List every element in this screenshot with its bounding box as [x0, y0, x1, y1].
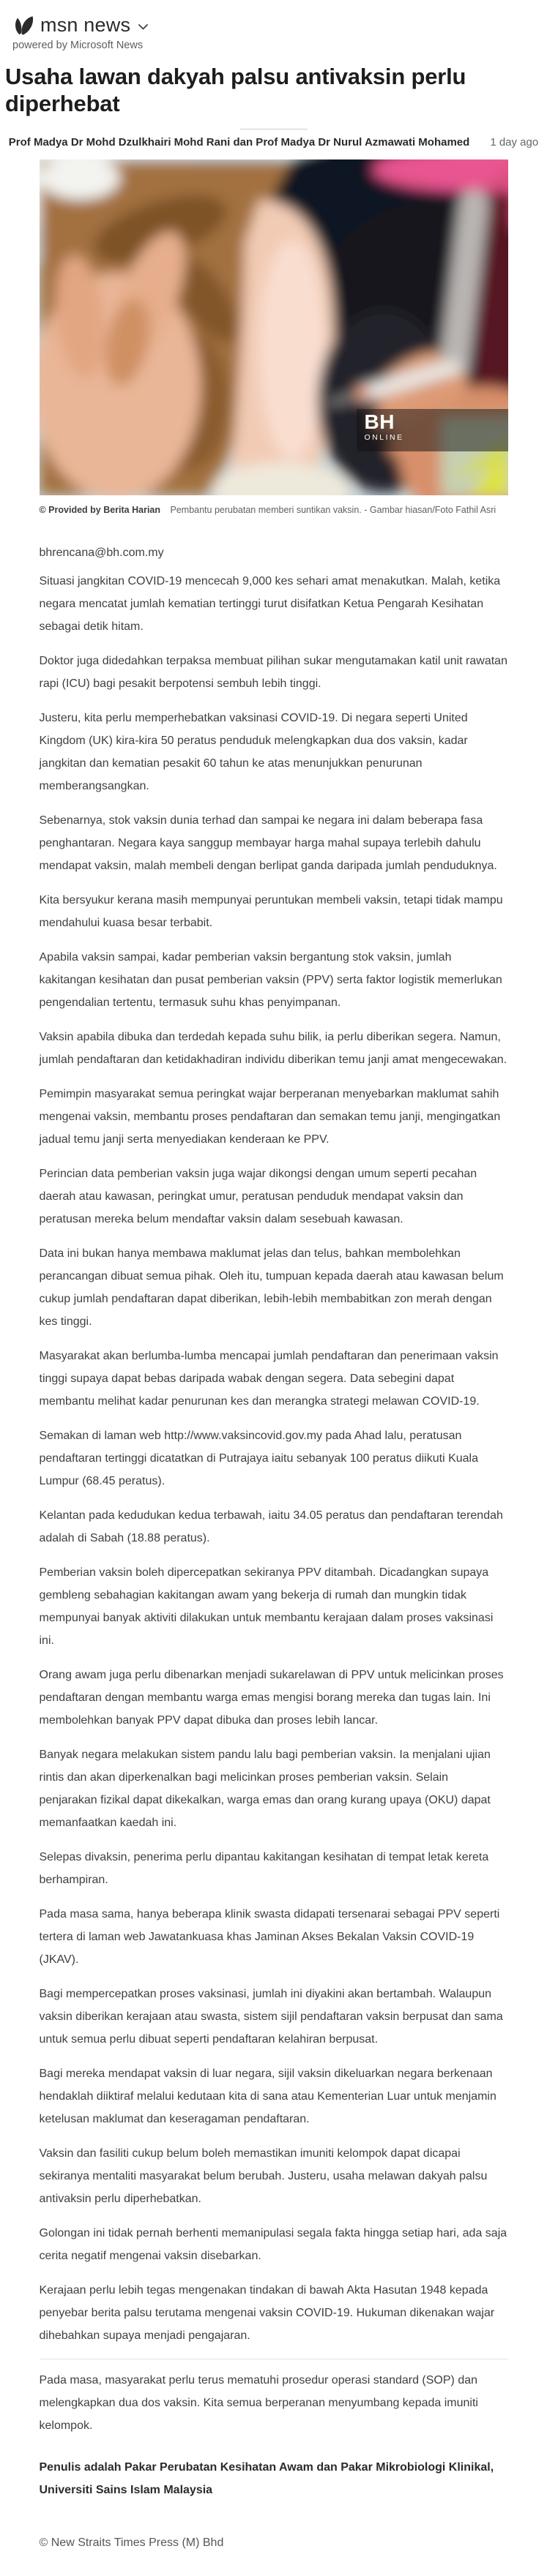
article-paragraph: Bagi mempercepatkan proses vaksinasi, jumlah ini diyakini akan bertambah. Walaupun vaksin diberikan kerajaan atau swasta, sistem sijil pendaftaran vaksin berpusat dan sama untuk semua perlu dibuat seperti pendaftaran kelahiran berpusat.	[39, 1987, 503, 2046]
image-caption-row	[40, 503, 508, 517]
article-paragraph: Kelantan pada kedudukan kedua terbawah, iaitu 34.05 peratus dan pendaftaran terendah adalah di Sabah (18.88 peratus).	[39, 1509, 503, 1544]
article-paragraph: Vaksin apabila dibuka dan terdedah kepada suhu bilik, ia perlu diberikan segera. Namun, jumlah pendaftaran dan ketidakhadiran individu diberikan temu janji amat mengecewakan.	[39, 1030, 507, 1066]
bh-online-watermark	[357, 409, 508, 451]
image-caption: Pembantu perubatan memberi suntikan vaksin. - Gambar hiasan/Foto Fathil Asri	[170, 505, 496, 516]
article-paragraph: Doktor juga didedahkan terpaksa membuat pilihan sukar mengutamakan katil unit rawatan rapi (ICU) bagi pesakit berpotensi sembuh lebih tinggi.	[39, 654, 507, 690]
article-paragraph: Justeru, kita perlu memperhebatkan vaksinasi COVID-19. Di negara seperti United Kingdom (UK) kira-kira 50 peratus penduduk melengkapkan dua dos vaksin, kadar jangkitan dan kematian pesakit 60 tahun ke atas menunjukkan penurunan memberangsangkan.	[39, 711, 468, 792]
article-body	[40, 570, 508, 2347]
article-title: Usaha lawan dakyah palsu antivaksin perlu diperhebat	[5, 64, 466, 117]
author-email: bhrencana@bh.com.my	[39, 546, 164, 559]
article-paragraph: Pada masa sama, hanya beberapa klinik swasta didapati tersenarai sebagai PPV seperti tertera di laman web Jawatankuasa khas Jaminan Akses Bekalan Vaksin COVID-19 (JKAV).	[39, 1907, 500, 1966]
article-paragraph: Banyak negara melakukan sistem pandu lalu bagi pemberian vaksin. Ia menjalani ujian rintis dan akan diperkenalkan bagi melicinkan proses pemberian vaksin. Selain penjarakan fizikal dapat dikekalkan, warga emas dan orang kurang upaya (OKU) dapat memanfaatkan kaedah ini.	[39, 1748, 491, 1829]
byline	[0, 136, 547, 149]
article-paragraph: Kita bersyukur kerana masih mempunyai peruntukan membeli vaksin, tetapi tidak mampu mendahului kuasa besar terbabit.	[39, 893, 503, 929]
watermark-online-text: ONLINE	[364, 433, 404, 443]
article-paragraph: Pemberian vaksin boleh dipercepatkan sekiranya PPV ditambah. Dicadangkan supaya gembleng sebahagian kakitangan awam yang bekerja di rumah dan mungkin tidak mempunyai banyak aktiviti dilakukan untuk membantu kerajaan dalam proses vaksinasi ini.	[39, 1566, 494, 1647]
article-paragraph: Masyarakat akan berlumba-lumba mencapai jumlah pendaftaran dan penerimaan vaksin tinggi supaya dapat bebas daripada wabak dengan segera. Data sebegini dapat membantu melihat kadar penurunan kes dan merangka strategi melawan COVID-19.	[39, 1349, 499, 1408]
chevron-down-icon[interactable]	[138, 24, 148, 30]
article-paragraph: Situasi jangkitan COVID-19 mencecah 9,000 kes sehari amat menakutkan. Malah, ketika negara mencatat jumlah kematian tertinggi turut disifatkan Ketua Pengarah Kesihatan sebagai detik hitam.	[39, 574, 501, 633]
article-paragraph: Selepas divaksin, penerima perlu dipantau kakitangan kesihatan di tempat letak kereta berhampiran.	[39, 1850, 489, 1886]
article-figure	[0, 159, 547, 517]
closing-paragraph: Pada masa, masyarakat perlu terus mematuhi prosedur operasi standard (SOP) dan melengkapkan dua dos vaksin. Kita semua berperanan menyumbang kepada imuniti kelompok.	[39, 2373, 478, 2432]
article-paragraph: Sebenarnya, stok vaksin dunia terhad dan sampai ke negara ini dalam beberapa fasa penghantaran. Negara kaya sanggup membayar harga mahal supaya terlebih dahulu mendapat vaksin, malah membeli dengan berlipat ganda daripada jumlah penduduknya.	[39, 814, 497, 872]
article-photo-vaccination	[40, 159, 508, 495]
article-paragraph: Vaksin dan fasiliti cukup belum boleh memastikan imuniti kelompok dapat dicapai sekiranya mentaliti masyarakat belum berubah. Justeru, usaha melawan dakyah palsu antivaksin perlu diperhebatkan.	[39, 2147, 488, 2205]
author-note: Penulis adalah Pakar Perubatan Kesihatan Awam dan Pakar Mikrobiologi Klinikal, Universiti Sains Islam Malaysia	[39, 2460, 494, 2496]
article-paragraph: Bagi mereka mendapat vaksin di luar negara, sijil vaksin dikeluarkan negara berkenaan hendaklah diiktiraf melalui kedutaan kita di sana atau Kementerian Luar untuk menjamin ketelusan maklumat dan keseragaman pendaftaran.	[39, 2067, 496, 2125]
msn-header	[0, 10, 547, 51]
brand-title[interactable]: msn news	[40, 13, 131, 36]
watermark-bh-text: BH	[364, 410, 395, 434]
article-paragraph: Pemimpin masyarakat semua peringkat wajar berperanan menyebarkan maklumat sahih mengenai vaksin, membantu proses pendaftaran dan semakan temu janji, mengingatkan jadual temu janji serta menyediakan kenderaan ke PPV.	[39, 1087, 501, 1146]
article-paragraph: Apabila vaksin sampai, kadar pemberian vaksin bergantung stok vaksin, jumlah kakitangan kesihatan dan pusat pemberian vaksin (PPV) serta faktor logistik memerlukan pengendalian tertentu, termasuk suhu khas penyimpanan.	[39, 950, 502, 1009]
published-time: 1 day ago	[490, 136, 539, 149]
article-authors: Prof Madya Dr Mohd Dzulkhairi Mohd Rani dan Prof Madya Dr Nurul Azmawati Mohamed	[8, 136, 470, 149]
copyright-notice: © New Straits Times Press (M) Bhd	[39, 2536, 224, 2549]
article-paragraph: Orang awam juga perlu dibenarkan menjadi sukarelawan di PPV untuk melicinkan proses pendaftaran dengan membantu warga emas mengisi borang mereka dan tugas lain. Ini membolehkan banyak PPV dapat dibuka dan proses lebih lancar.	[39, 1668, 504, 1727]
article-content	[40, 547, 508, 2550]
msn-butterfly-icon	[12, 13, 34, 37]
image-credit: © Provided by Berita Harian	[39, 505, 161, 516]
article-paragraph: Data ini bukan hanya membawa maklumat jelas dan telus, bahkan membolehkan perancangan dibuat semua pihak. Oleh itu, tumpuan kepada daerah atau kawasan belum cukup jumlah pendaftaran dapat diberikan, lebih-lebih membabitkan zon merah dengan kes tinggi.	[39, 1247, 504, 1328]
powered-by-text: powered by Microsoft News	[12, 40, 144, 51]
article-paragraph: Perincian data pemberian vaksin juga wajar dikongsi dengan umum seperti pecahan daerah atau kawasan, peringkat umur, peratusan penduduk mendapat vaksin dan peratusan mereka belum mendaftar vaksin dalam sesebuah kawasan.	[39, 1167, 477, 1225]
article-paragraph: Semakan di laman web http://www.vaksincovid.gov.my pada Ahad lalu, peratusan pendaftaran tertinggi dicatatkan di Putrajaya iaitu sebanyak 100 peratus diikuti Kuala Lumpur (68.45 peratus).	[39, 1429, 478, 1487]
article-paragraph: Golongan ini tidak pernah berhenti memanipulasi segala fakta hingga setiap hari, ada saja cerita negatif mengenai vaksin disebarkan.	[39, 2226, 507, 2262]
article-paragraph: Kerajaan perlu lebih tegas mengenakan tindakan di bawah Akta Hasutan 1948 kepada penyebar berita palsu terutama mengenai vaksin COVID-19. Hukuman dikenakan wajar dihebahkan supaya menjadi pengajaran.	[39, 2283, 495, 2342]
